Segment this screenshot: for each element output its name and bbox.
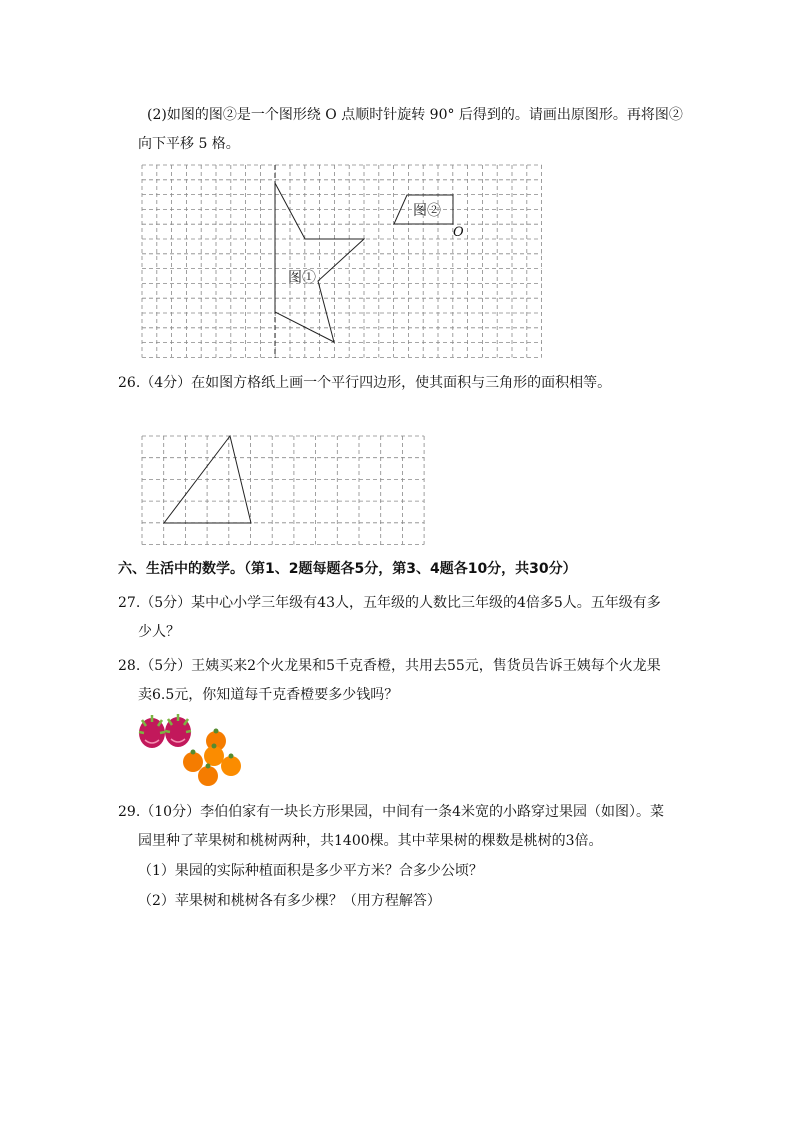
q29-sub2: （2）苹果树和桃树各有多少棵？（用方程解答）: [138, 893, 441, 909]
orange-icon: [183, 750, 203, 773]
q25-2-line2: 向下平移 5 格。: [138, 136, 240, 152]
q29-line2: 园里种了苹果树和桃树两种，共1400棵。其中苹果树的棵数是桃树的3倍。: [138, 833, 603, 849]
dragon-fruit-icon: [165, 714, 191, 747]
dragon-fruit-icon: [139, 715, 165, 748]
q29-line1: 29.（10分）李伯伯家有一块长方形果园，中间有一条4米宽的小路穿过果园（如图）。菜: [118, 804, 664, 820]
q27-line2: 少人？: [138, 624, 180, 640]
q28-line1: 28.（5分）王姨买来2个火龙果和5千克香橙，共用去55元，售货员告诉王姨每个火龙果: [118, 658, 661, 674]
q28-line2: 卖6.5元，你知道每千克香橙要多少钱吗？: [138, 687, 399, 703]
point-o-label: O: [453, 225, 464, 240]
triangle-grid-figure: [142, 436, 426, 546]
grid-lines: [142, 165, 542, 357]
grid-lines: [142, 436, 424, 545]
q27-line1: 27.（5分）某中心小学三年级有43人，五年级的人数比三年级的4倍多5人。五年级有多: [118, 595, 661, 611]
q29-sub1: （1）果园的实际种植面积是多少平方米？合多少公顷？: [138, 863, 483, 879]
section-6-heading: 六、生活中的数学。（第1、2题每题各5分，第3、4题各10分，共30分）: [118, 561, 577, 577]
rotation-grid-figure: [142, 165, 542, 361]
q25-2-line1: (2)如图的图②是一个图形绕 O 点顺时针旋转 90° 后得到的。请画出原图形。再将图②: [147, 107, 683, 123]
figure-1-label: 图①: [288, 270, 316, 286]
fruit-illustration: [136, 710, 246, 790]
figure-2-label: 图②: [413, 203, 441, 219]
q26-text: 26.（4分）在如图方格纸上画一个平行四边形，使其面积与三角形的面积相等。: [118, 375, 612, 391]
orange-icon: [221, 754, 241, 777]
figure-1-shape: [275, 183, 364, 342]
